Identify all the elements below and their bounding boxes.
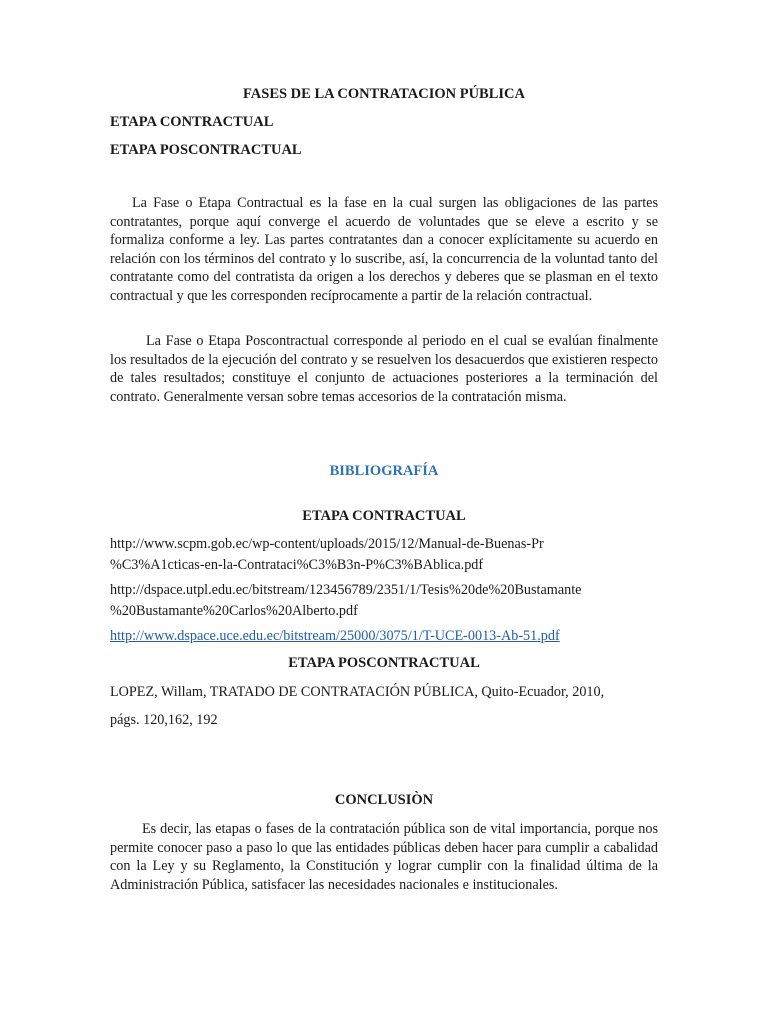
conclusion-paragraph: Es decir, las etapas o fases de la contratación pública son de vital importancia, porque nos permite conocer paso a paso lo que las entidades públicas deben hacer para cumplir a cabalidad con la Ley y su Reglamento, la Constitución y lograr cumplir con la finalidad última de la Administración Pública, satisfacer las necesidades nacionales e institucionales. — [110, 821, 658, 893]
reference-scpm — [110, 534, 670, 576]
subheading-etapa-contractual: ETAPA CONTRACTUAL — [110, 114, 274, 130]
bibliography-poscontractual-heading: ETAPA POSCONTRACTUAL — [288, 655, 480, 671]
reference-scpm-line2: %C3%A1cticas-en-la-Contrataci%C3%B3n-P%C3%BAblica.pdf — [110, 557, 484, 573]
reference-uce-link[interactable]: http://www.dspace.uce.edu.ec/bitstream/25000/3075/1/T-UCE-0013-Ab-51.pdf — [110, 628, 560, 644]
reference-utpl-line2: %20Bustamante%20Carlos%20Alberto.pdf — [110, 603, 358, 619]
conclusion-heading: CONCLUSIÒN — [334, 792, 434, 808]
reference-lopez-line2: págs. 120,162, 192 — [110, 712, 218, 728]
subheading-etapa-poscontractual: ETAPA POSCONTRACTUAL — [110, 142, 302, 158]
reference-lopez-line1: LOPEZ, Willam, TRATADO DE CONTRATACIÓN PÚBLICA, Quito-Ecuador, 2010, — [110, 684, 605, 700]
document-title: FASES DE LA CONTRATACION PÚBLICA — [243, 86, 525, 102]
paragraph-poscontractual: La Fase o Etapa Poscontractual corresponde al periodo en el cual se evalúan finalmente los resultados de la ejecución del contrato y se resuelven los desacuerdos que existieren respecto de tales resultados; constituye el conjunto de actuaciones posteriores a la terminación del contrato. Generalmente versan sobre temas accesorios de la contratación misma. — [110, 333, 658, 405]
bibliography-contractual-heading: ETAPA CONTRACTUAL — [302, 508, 466, 524]
reference-utpl — [110, 580, 670, 622]
reference-utpl-line1: http://dspace.utpl.edu.ec/bitstream/123456789/2351/1/Tesis%20de%20Bustamante — [110, 582, 582, 598]
bibliography-heading: BIBLIOGRAFÍA — [329, 463, 439, 479]
reference-uce — [110, 626, 670, 647]
reference-scpm-line1: http://www.scpm.gob.ec/wp-content/uploads/2015/12/Manual-de-Buenas-Pr — [110, 536, 544, 552]
paragraph-contractual: La Fase o Etapa Contractual es la fase en la cual surgen las obligaciones de las partes contratantes, porque aquí converge el acuerdo de voluntades que se eleve a escrito y se formaliza conforme a ley. Las partes contratantes dan a conocer explícitamente su acuerdo en relación con los términos del contrato y lo suscribe, así, la concurrencia de la voluntad tanto del contratante como del contratista da origen a los derechos y deberes que se plasman en el texto contractual y que les corresponden recíprocamente a partir de la relación contractual. — [110, 195, 658, 304]
